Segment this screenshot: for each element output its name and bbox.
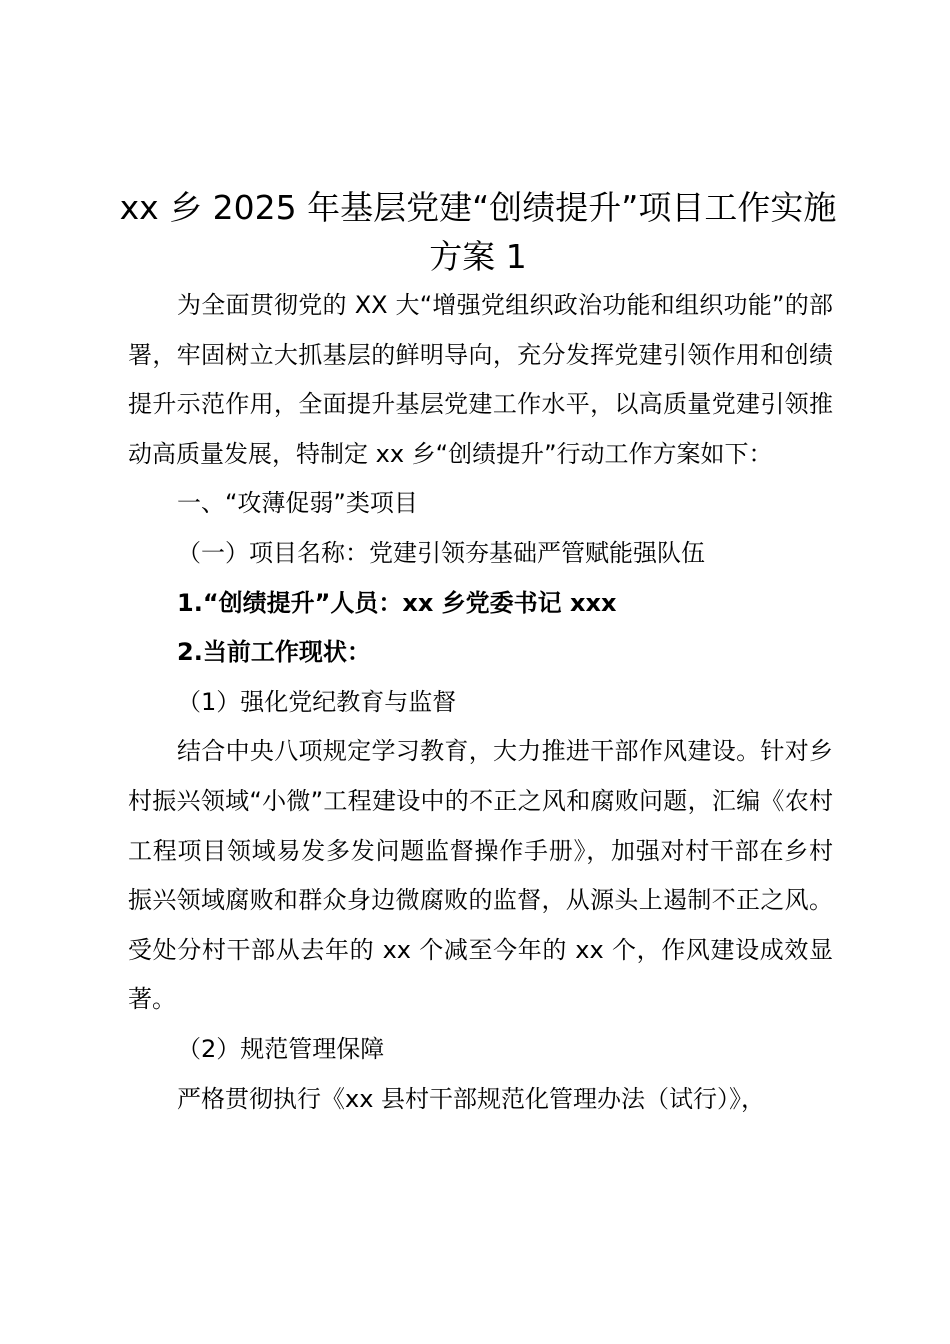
current-status-heading: 2.当前工作现状： bbox=[177, 638, 371, 667]
document-title: xx 乡 2025 年基层党建“创绩提升”项目工作实施方案 1 bbox=[119, 188, 837, 276]
section-heading: 一、“攻薄促弱”类项目 bbox=[177, 489, 418, 518]
subheading-discipline: （1）强化党纪教育与监督 bbox=[177, 687, 457, 716]
intro-paragraph: 为全面贯彻党的 XX 大“增强党组织政治功能和组织功能”的部署，牢固树立大抓基层的鲜明导向，充分发挥党建引领作用和创绩提升示范作用，全面提升基层党建工作水平，以高质量党建引领推动高质量发展，特制定 xx 乡“创绩提升”行动工作方案如下： bbox=[128, 291, 833, 468]
project-personnel: 1.“创绩提升”人员：xx 乡党委书记 xxx bbox=[177, 588, 617, 617]
subheading-management: （2）规范管理保障 bbox=[177, 1034, 385, 1063]
management-paragraph: 严格贯彻执行《xx 县村干部规范化管理办法（试行）》， bbox=[177, 1084, 766, 1113]
document-body bbox=[128, 281, 833, 1124]
project-name: （一）项目名称：党建引领夯基础严管赋能强队伍 bbox=[177, 538, 705, 567]
discipline-paragraph: 结合中央八项规定学习教育，大力推进干部作风建设。针对乡村振兴领域“小微”工程建设中的不正之风和腐败问题，汇编《农村工程项目领域易发多发问题监督操作手册》，加强对村干部在乡村振兴领域腐败和群众身边微腐败的监督，从源头上遏制不正之风。受处分村干部从去年的 xx 个减至今年的 xx 个，作风建设成效显著。 bbox=[128, 737, 833, 1014]
